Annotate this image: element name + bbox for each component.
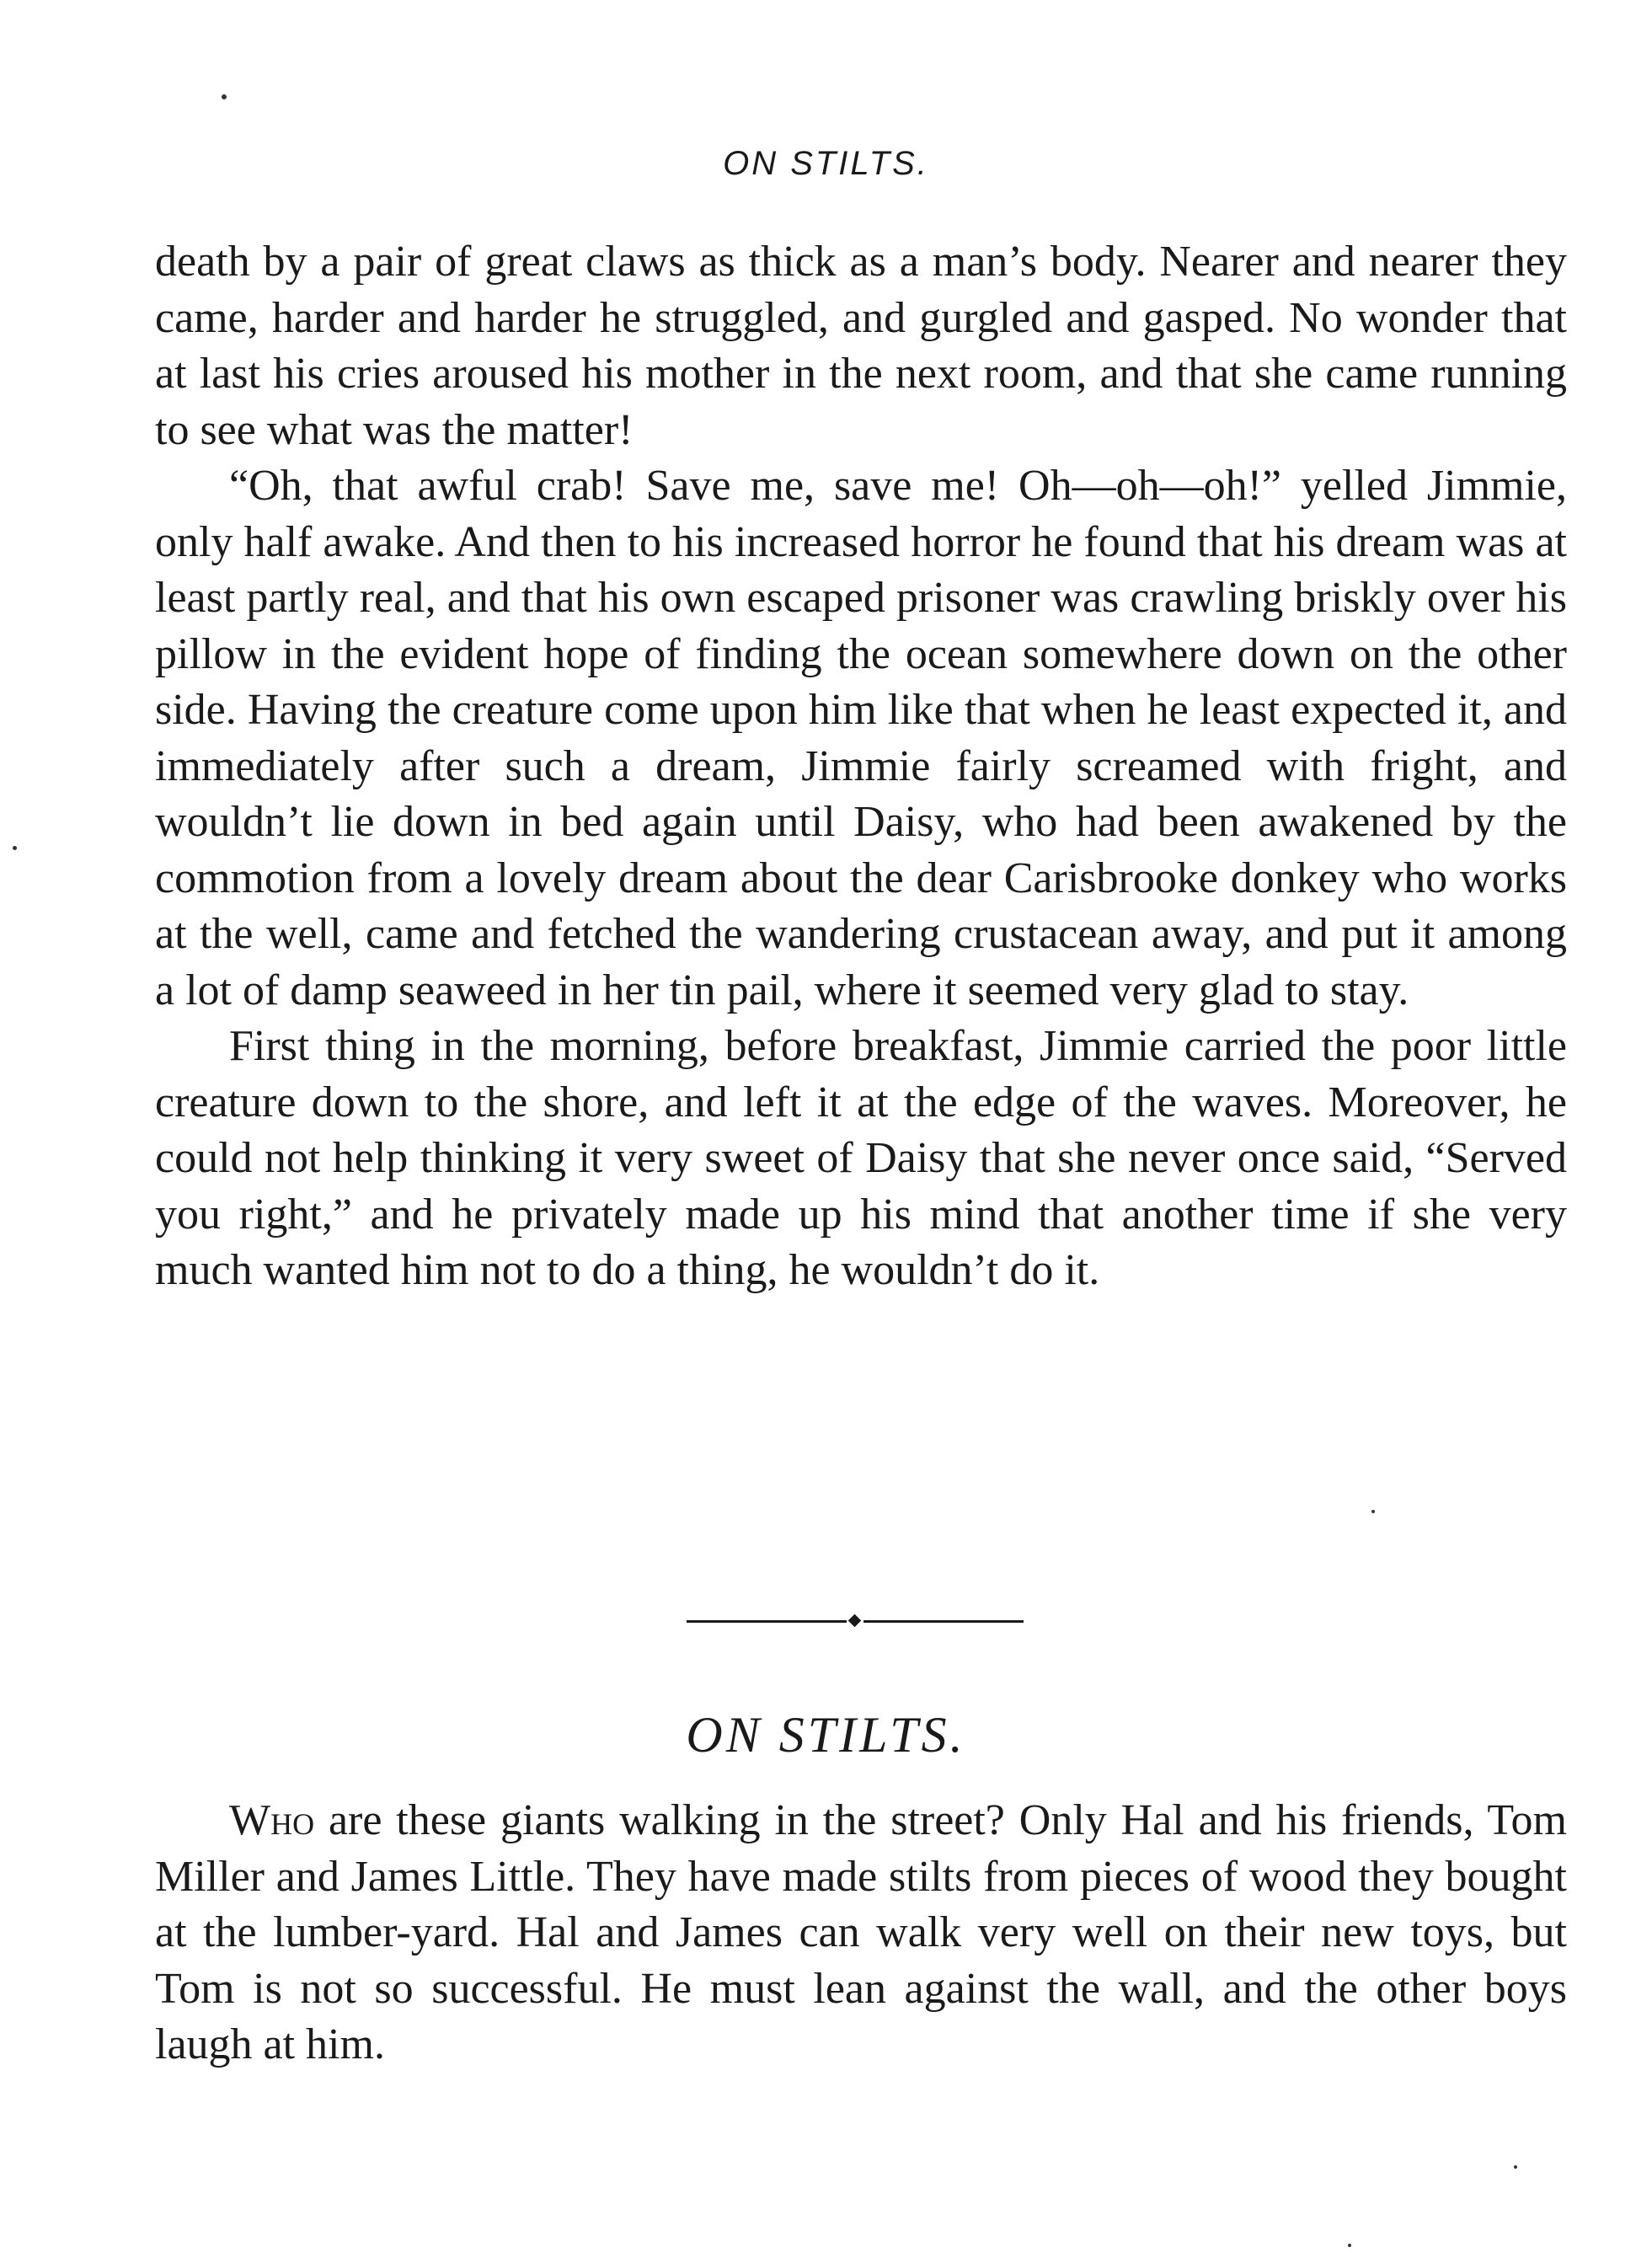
divider-line-left (687, 1620, 847, 1623)
story-end-text (155, 234, 1567, 1299)
lead-word: Who (229, 1796, 315, 1844)
paragraph-giants-rest: are these giants walking in the street? Only Hal and his friends, Tom Miller and James Little. They have made stilts from pieces of wood they bought at the lumber-yard. Hal and James can walk very well on their new toys, but Tom is not so successful. He must lean against the wall, and the other boys laugh at him. (155, 1796, 1567, 2068)
print-speck (1371, 1510, 1375, 1513)
running-head: ON STILTS. (723, 145, 929, 182)
paragraph-continuation: death by a pair of great claws as thick as a man’s body. Nearer and nearer they came, harder and harder he struggled, and gurgled and gasped. No wonder that at last his cries aroused his mother in the next room, and that she came running to see what was the matter! (155, 238, 1567, 454)
print-speck (222, 94, 227, 99)
divider-line-right (863, 1620, 1024, 1623)
divider-diamond-ornament (848, 1614, 862, 1628)
print-speck (13, 846, 17, 850)
print-speck (1348, 2244, 1351, 2247)
new-story-text (155, 1793, 1567, 2073)
section-divider (687, 1616, 1024, 1626)
section-title: ON STILTS. (686, 1707, 966, 1763)
paragraph-giants (155, 1793, 1567, 2073)
paragraph-crab-dream: “Oh, that awful crab! Save me, save me! Oh—oh—oh!” yelled Jimmie, only half awake. And then to his increased horror he found that his dream was at least partly real, and that his own escaped prisoner was crawling briskly over his pillow in the evident hope of finding the ocean somewhere down on the other side. Having the creature come upon him like that when he least expected it, and immediately after such a dream, Jimmie fairly screamed with fright, and wouldn’t lie down in bed again until Daisy, who had been awakened by the commotion from a lovely dream about the dear Carisbrooke donkey who works at the well, came and fetched the wandering crustacean away, and put it among a lot of damp seaweed in her tin pail, where it seemed very glad to stay. (155, 462, 1567, 1014)
print-speck (1514, 2165, 1517, 2169)
paragraph-morning: First thing in the morning, before breakfast, Jimmie carried the poor little creature down to the shore, and left it at the edge of the waves. Moreover, he could not help thinking it very sweet of Daisy that she never once said, “Served you right,” and he privately made up his mind that another time if she very much wanted him not to do a thing, he wouldn’t do it. (155, 1022, 1567, 1294)
